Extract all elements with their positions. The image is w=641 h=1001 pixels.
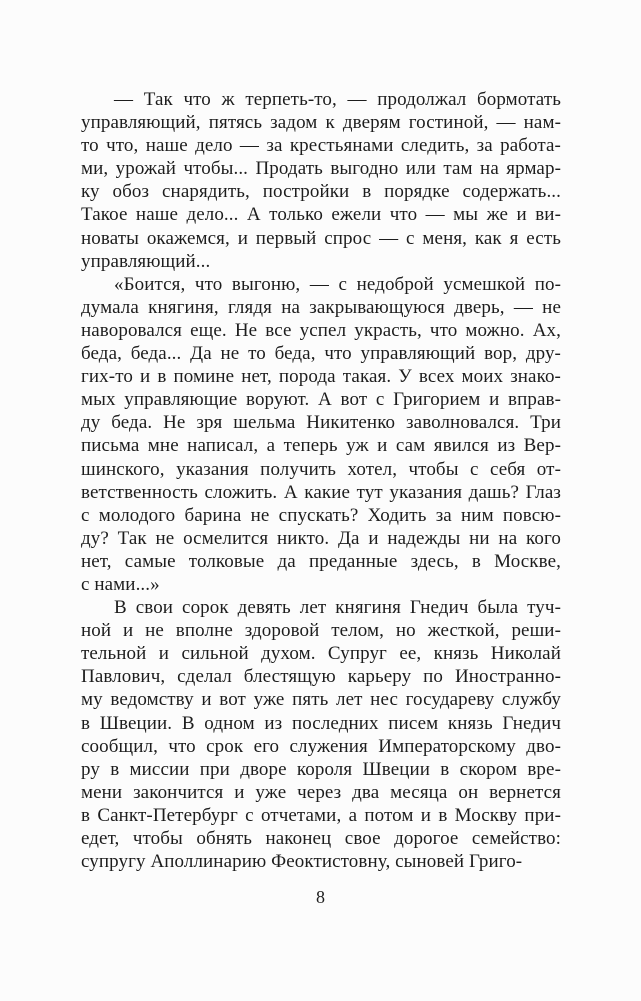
text-line: едет, чтобы обнять наконец свое дорогое семейство: [81,828,561,849]
text-line: «Боится, что выгоню, — с недоброй усмешкой по- [114,273,561,295]
text-line: ку обоз снарядить, постройки в порядке содержать... [81,181,561,203]
text-line: думала княгиня, глядя на закрывающуюся дверь, — не [81,296,561,318]
text-line: тельной и сильной духом. Супруг ее, князь Николай [81,643,561,665]
text-line: беда, беда... Да не то беда, что управляющий вор, дру- [81,343,561,365]
text-line: — Так что ж терпеть-то, — продолжал бормотать [114,89,561,110]
text-line: с нами...» [81,573,160,595]
text-line: нет, самые толковые да преданные здесь, в Москве, [81,550,561,572]
text-line: с молодого барина не спускать? Ходить за ним повсю- [81,504,561,526]
text-line: Такое наше дело... А только ежели что — мы же и ви- [81,204,561,226]
text-line: сообщил, что срок его служения Императорскому дво- [81,735,561,757]
text-line: шинского, указания получить хотел, чтобы с себя от- [81,458,561,480]
paragraph-inner-monologue [81,273,561,596]
text-line: супругу Аполлинарию Феоктистовну, сыновей Григо- [81,851,523,873]
text-line: ветственность сложить. А какие тут указания дашь? Глаз [81,481,561,503]
paragraph-narration [81,596,561,873]
text-line: ду? Так не осмелится никто. Да и надежды ни на кого [81,527,561,549]
text-line: то что, наше дело — за крестьянами следить, за работа- [81,135,561,157]
page-number: 8 [316,887,325,907]
text-line: му ведомству и вот уже пять лет нес государеву службу [81,689,561,711]
text-block [81,88,561,873]
text-line: ру в миссии при дворе короля Швеции в скором вре- [81,758,561,780]
text-line: ду беда. Не зря шельма Никитенко заволновался. Три [81,412,561,434]
text-line: управляющий, пятясь задом к дверям гостиной, — нам- [81,112,561,134]
text-line: письма мне написал, а теперь уж и сам явился из Вер- [81,435,561,457]
text-line: гих-то и в помине нет, порода такая. У всех моих знако- [81,366,561,388]
text-line: ной и не вполне здоровой телом, но жесткой, реши- [81,620,561,642]
paragraph-dialogue [81,88,561,273]
text-line: управляющий... [81,250,211,272]
text-line: ми, урожай чтобы... Продать выгодно или там на ярмар- [81,158,561,180]
text-line: Павлович, сделал блестящую карьеру по Иностранно- [81,666,561,688]
text-line: в Санкт-Петербург с отчетами, а потом и в Москву при- [81,804,561,826]
text-line: в Швеции. В одном из последних писем князь Гнедич [81,712,561,734]
text-line: В свои сорок девять лет княгиня Гнедич была туч- [114,597,561,619]
text-line: новаты окажемся, и первый спрос — с меня, как я есть [81,227,561,249]
text-line: мых управляющие воруют. А вот с Григорием и вправ- [81,389,561,411]
text-line: мени закончится и уже через два месяца он вернется [81,781,561,803]
text-line: наворовался еще. Не все успел украсть, что можно. Ах, [81,319,561,341]
